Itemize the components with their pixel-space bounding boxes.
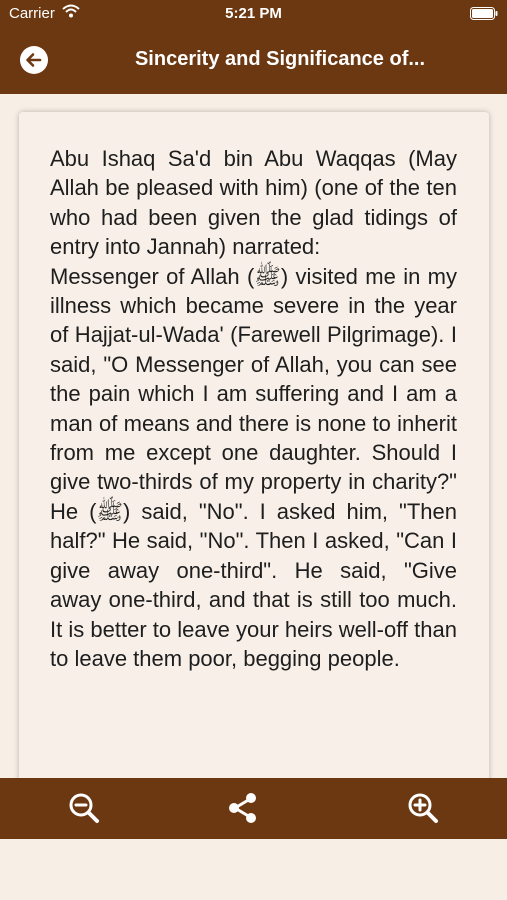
bottom-toolbar (0, 778, 507, 839)
hadith-narrator-paragraph: Abu Ishaq Sa'd bin Abu Waqqas (May Allah be pleased with him) (one of the ten who had been given the glad tidings of entry into Jannah) narrated: (50, 146, 457, 260)
status-bar (0, 0, 507, 28)
hadith-card (19, 112, 489, 812)
hadith-body-paragraph: Messenger of Allah (ﷺ) visited me in my illness which became severe in the year of Hajjat-ul-Wada' (Farewell Pilgrimage). I said, "O Messenger of Allah, you can see the pain which I am suffering and I am a man of means and there is none to inherit from me except one daughter. Should I give two-thirds of my property in charity?" He (ﷺ) said, "No". I asked him, "Then half?" He said, "No". Then I asked, "Can I give away one-third". He said, "Give away one-third, and that is still too much. It is better to leave your heirs well-off than to leave them poor, begging people. (50, 263, 458, 671)
zoom-out-icon (64, 788, 104, 828)
zoom-out-button[interactable] (64, 788, 104, 828)
page-title: Sincerity and Significance of... (134, 48, 426, 70)
zoom-in-button[interactable] (403, 788, 443, 828)
battery-icon (470, 7, 498, 24)
carrier-label: Carrier (9, 5, 55, 22)
hadith-text (50, 144, 457, 673)
back-button[interactable] (20, 46, 48, 74)
zoom-in-icon (403, 788, 443, 828)
status-time: 5:21 PM (225, 5, 282, 22)
share-icon (222, 788, 262, 828)
navigation-bar (0, 34, 507, 86)
share-button[interactable] (222, 788, 262, 828)
back-arrow-icon (20, 46, 48, 74)
app-header (0, 0, 507, 94)
